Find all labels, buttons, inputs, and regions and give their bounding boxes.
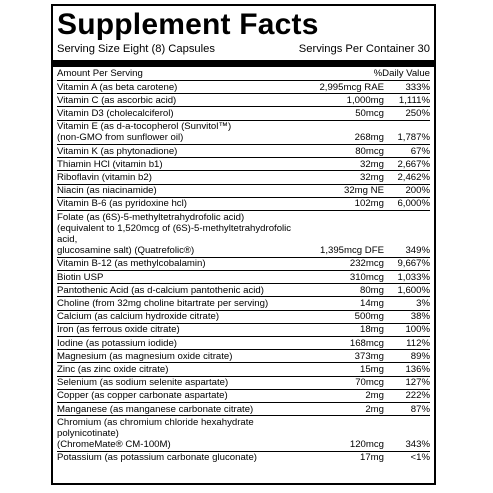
nutrient-daily-value: 87% <box>410 403 430 415</box>
nutrient-amount: 80mcg <box>355 145 384 157</box>
nutrient-list <box>57 81 430 464</box>
table-row <box>57 377 430 390</box>
nutrient-amount: 18mg <box>360 324 384 336</box>
nutrient-daily-value: 112% <box>406 337 430 349</box>
table-row <box>57 452 430 464</box>
nutrient-daily-value: 1,600% <box>397 284 430 296</box>
nutrient-amount: 32mg <box>360 158 384 170</box>
nutrient-name: Calcium (as calcium hydroxide citrate) <box>57 311 220 323</box>
amount-per-serving-label: Amount Per Serving <box>57 68 143 79</box>
table-row <box>57 363 430 376</box>
table-row <box>57 211 430 258</box>
nutrient-daily-value: 136% <box>405 363 430 375</box>
nutrient-name: Niacin (as niacinamide) <box>57 185 157 197</box>
nutrient-amount: 268mg <box>354 132 384 144</box>
nutrient-name: Vitamin C (as ascorbic acid) <box>57 94 177 106</box>
nutrient-name: Vitamin B-12 (as methylcobalamin) <box>57 258 206 270</box>
nutrient-daily-value: 1,111% <box>398 94 430 106</box>
panel-title: Supplement Facts <box>57 8 319 41</box>
nutrient-name: Vitamin K (as phytonadione) <box>57 145 178 157</box>
table-row <box>57 198 430 211</box>
supplement-facts-panel <box>51 4 436 485</box>
table-row <box>57 403 430 416</box>
nutrient-name: Vitamin D3 (cholecalciferol) <box>57 107 174 119</box>
nutrient-name: Iodine (as potassium iodide) <box>57 337 177 349</box>
nutrient-daily-value: 1,033% <box>397 271 430 283</box>
nutrient-amount: 120mcg <box>349 439 384 451</box>
nutrient-amount: 1,000mg <box>346 94 384 106</box>
nutrient-amount: 2mg <box>365 403 384 415</box>
nutrient-name: Magnesium (as magnesium oxide citrate) <box>57 350 233 362</box>
nutrient-daily-value: 127% <box>405 377 430 389</box>
nutrient-daily-value: 222% <box>405 390 430 402</box>
table-row <box>57 337 430 350</box>
nutrient-daily-value: 250% <box>405 107 430 119</box>
table-row <box>57 158 430 171</box>
nutrient-amount: 32mg NE <box>344 185 384 197</box>
serving-size: Serving Size Eight (8) Capsules <box>57 43 215 55</box>
nutrient-daily-value: 2,667% <box>397 158 430 170</box>
nutrient-name: Copper (as copper carbonate aspartate) <box>57 390 228 402</box>
table-row <box>57 121 430 145</box>
nutrient-name: Pantothenic Acid (as d-calcium pantothenic acid) <box>57 284 264 296</box>
table-row <box>57 94 430 107</box>
nutrient-name: Vitamin A (as beta carotene) <box>57 81 178 93</box>
nutrient-name: Vitamin E (as d-a-tocopherol (Sunvitol™) (non-GMO from sunflower oil) <box>57 121 232 144</box>
nutrient-name: Iron (as ferrous oxide citrate) <box>57 324 180 336</box>
serving-info <box>57 42 430 56</box>
nutrient-daily-value: 67% <box>410 145 430 157</box>
servings-per-container: Servings Per Container 30 <box>298 43 430 55</box>
table-row <box>57 324 430 337</box>
nutrient-name: Zinc (as zinc oxide citrate) <box>57 363 169 375</box>
table-row <box>57 284 430 297</box>
nutrient-name: Vitamin B-6 (as pyridoxine hcl) <box>57 198 187 210</box>
table-row <box>57 297 430 310</box>
nutrient-amount: 500mg <box>354 311 384 323</box>
nutrient-name: Selenium (as sodium selenite aspartate) <box>57 377 229 389</box>
nutrient-amount: 50mcg <box>355 107 384 119</box>
nutrient-daily-value: 100% <box>405 324 430 336</box>
table-row <box>57 350 430 363</box>
table-header <box>57 67 430 81</box>
nutrient-daily-value: 349% <box>405 245 430 257</box>
nutrient-amount: 2,995mcg RAE <box>319 81 384 93</box>
nutrient-amount: 32mg <box>360 171 384 183</box>
nutrient-amount: 1,395mcg DFE <box>320 245 384 257</box>
nutrient-daily-value: <1% <box>410 452 430 464</box>
table-row <box>57 81 430 94</box>
nutrient-daily-value: 38% <box>410 311 430 323</box>
nutrient-name: Manganese (as manganese carbonate citrate) <box>57 403 254 415</box>
nutrient-name: Chromium (as chromium chloride hexahydrate polynicotinate) (ChromeMate® CM-100M) <box>57 416 254 451</box>
nutrient-daily-value: 200% <box>405 185 430 197</box>
table-row <box>57 185 430 198</box>
nutrient-daily-value: 6,000% <box>397 198 430 210</box>
nutrient-amount: 14mg <box>360 297 384 309</box>
nutrient-amount: 2mg <box>365 390 384 402</box>
table-row <box>57 171 430 184</box>
nutrient-amount: 310mcg <box>349 271 384 283</box>
table-row <box>57 107 430 120</box>
nutrient-amount: 15mg <box>360 363 384 375</box>
table-row <box>57 416 430 452</box>
table-row <box>57 271 430 284</box>
nutrient-name: Riboflavin (vitamin b2) <box>57 171 152 183</box>
nutrient-amount: 232mcg <box>349 258 384 270</box>
nutrient-amount: 102mg <box>354 198 384 210</box>
table-row <box>57 145 430 158</box>
nutrient-amount: 80mg <box>360 284 384 296</box>
nutrient-daily-value: 89% <box>410 350 430 362</box>
nutrient-daily-value: 343% <box>405 439 430 451</box>
nutrient-amount: 70mcg <box>355 377 384 389</box>
nutrient-name: Thiamin HCl (vitamin b1) <box>57 158 163 170</box>
nutrient-amount: 373mg <box>354 350 384 362</box>
nutrient-daily-value: 3% <box>416 297 430 309</box>
nutrient-daily-value: 1,787% <box>397 132 430 144</box>
nutrient-daily-value: 333% <box>405 81 430 93</box>
nutrient-amount: 168mcg <box>349 337 384 349</box>
nutrient-daily-value: 2,462% <box>397 171 430 183</box>
nutrient-name: Choline (from 32mg choline bitartrate per serving) <box>57 297 269 309</box>
table-row <box>57 258 430 271</box>
table-row <box>57 390 430 403</box>
nutrient-name: Potassium (as potassium carbonate gluconate) <box>57 452 257 464</box>
thick-divider <box>53 60 434 67</box>
table-row <box>57 311 430 324</box>
nutrient-amount: 17mg <box>360 452 384 464</box>
nutrient-name: Biotin USP <box>57 271 104 283</box>
daily-value-label: %Daily Value <box>373 68 430 79</box>
nutrient-name: Folate (as (6S)-5-methyltetrahydrofolic acid) (equivalent to 1,520mcg of (6S)-5-methyltetrahydrofolic acid, glucosamine salt) (Quatrefolic®) <box>57 211 292 257</box>
nutrient-daily-value: 9,667% <box>397 258 430 270</box>
